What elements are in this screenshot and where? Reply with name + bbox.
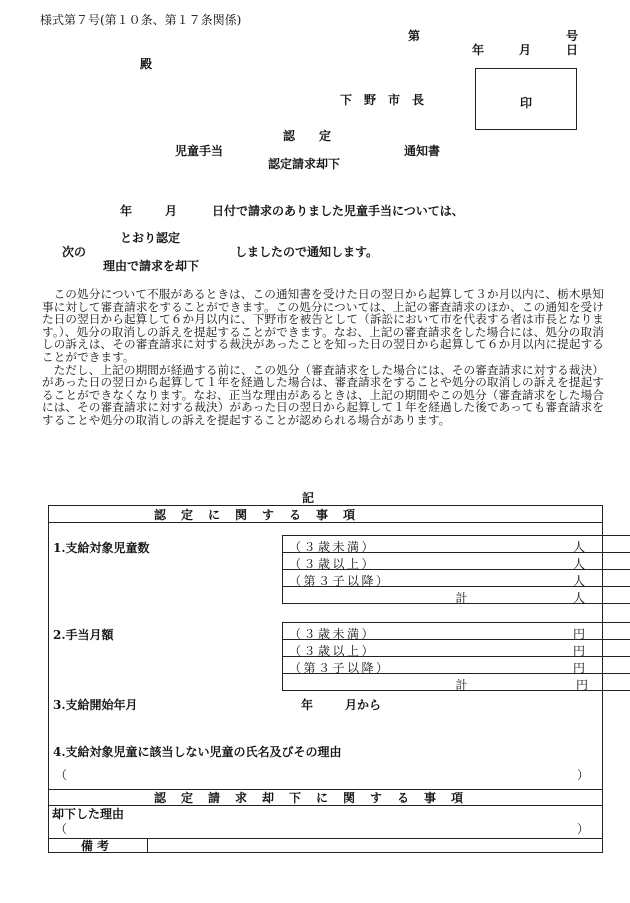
- decision-option-reject: 理由で請求を却下: [103, 259, 200, 273]
- table-row: [283, 674, 630, 690]
- divider: [49, 789, 602, 790]
- appeal-notice: [42, 288, 604, 427]
- date-day: 日: [566, 43, 579, 57]
- monthly-amount-table: [282, 622, 630, 691]
- row-label-total: 計: [455, 591, 468, 605]
- record-heading: 記: [302, 491, 315, 505]
- item4-close-paren: ）: [577, 768, 590, 782]
- row-unit: 人: [573, 540, 586, 554]
- table-row: [283, 587, 630, 603]
- decision-suffix: しましたので通知します。: [235, 245, 379, 259]
- notice-paragraph: この処分について不服があるときは、この通知書を受けた日の翌日から起算して３か月以内に、栃木県知事に対して審査請求をすることができます。この処分については、上記の審査請求のほか、この通知を受けた日の翌日から起算して６か月以内に、下野市を被告として（訴訟において市を代表する者は市長となります。）、処分の取消しの訴えを提起することができます。なお、上記の審査請求をした場合には、処分の取消しの訴えは、その審査請求に対する裁決があったことを知った日の翌日から起算して６か月以内に提起することができます。: [42, 287, 604, 364]
- title-right: 通知書: [404, 144, 441, 158]
- table-row: [283, 570, 630, 587]
- date-year: 年: [472, 43, 485, 57]
- row-label: （３歳以上）: [289, 557, 377, 571]
- divider: [49, 838, 602, 839]
- row-label: （３歳未満）: [289, 540, 377, 554]
- row-unit: 人: [573, 591, 586, 605]
- item2-label: 2.手当月額: [53, 628, 114, 642]
- decision-prefix: 次の: [62, 245, 87, 259]
- title-left: 児童手当: [175, 144, 224, 158]
- rejection-close-paren: ）: [577, 822, 590, 836]
- title-option-reject: 認定請求却下: [268, 157, 341, 171]
- row-unit: 人: [573, 557, 586, 571]
- number-suffix: 号: [566, 29, 579, 43]
- row-label: （３歳以上）: [289, 644, 377, 658]
- item3-label: 3.支給開始年月: [53, 698, 138, 712]
- row-unit: 人: [573, 574, 586, 588]
- reference-month: 月: [165, 204, 178, 218]
- children-count-table: [282, 535, 630, 604]
- rejection-reason-label: 却下した理由: [52, 807, 125, 821]
- rejection-section-heading: 認定請求却下に関する事項: [154, 791, 479, 805]
- seal-label: 印: [519, 96, 532, 110]
- item3-year: 年: [301, 698, 314, 712]
- table-row: [283, 657, 630, 674]
- row-label: （第３子以降）: [289, 661, 391, 675]
- rejection-open-paren: （: [55, 822, 68, 836]
- form-number: 様式第７号(第１０条、第１７条関係): [40, 13, 242, 27]
- title-option-approve: 認 定: [283, 129, 332, 143]
- remarks-label: 備考: [81, 839, 114, 853]
- item3-from: 月から: [345, 698, 382, 712]
- row-unit: 円: [573, 661, 586, 675]
- table-row: [283, 536, 630, 553]
- decision-option-approve: とおり認定: [120, 231, 181, 245]
- table-row: [283, 640, 630, 657]
- table-row: [283, 623, 630, 640]
- reference-year: 年: [120, 204, 133, 218]
- divider: [49, 522, 602, 523]
- row-label: （第３子以降）: [289, 574, 391, 588]
- item4-label: 4.支給対象児童に該当しない児童の氏名及びその理由: [53, 745, 342, 759]
- row-unit: 円: [573, 644, 586, 658]
- record-table: [48, 505, 603, 853]
- divider: [49, 805, 602, 806]
- row-unit: 円: [573, 627, 586, 641]
- row-label-total: 計: [455, 678, 468, 692]
- table-row: [283, 553, 630, 570]
- item1-label: 1.支給対象児童数: [53, 541, 150, 555]
- number-prefix: 第: [408, 29, 421, 43]
- item4-open-paren: （: [55, 768, 68, 782]
- addressee-suffix: 殿: [140, 57, 153, 71]
- row-unit: 円: [576, 678, 589, 692]
- approval-section-heading: 認定に関する事項: [154, 508, 371, 522]
- date-month: 月: [519, 43, 532, 57]
- issuer: 下 野 市 長: [340, 93, 425, 107]
- row-label: （３歳未満）: [289, 627, 377, 641]
- seal-box: [475, 68, 577, 130]
- reference-text: 日付で請求のありました児童手当については、: [212, 204, 464, 218]
- remarks-divider: [147, 838, 148, 852]
- notice-paragraph: ただし、上記の期間が経過する前に、この処分（審査請求をした場合には、その審査請求に対する裁決）があった日の翌日から起算して１年を経過した場合は、審査請求をすることや処分の取消しの訴えを提起することができなくなります。なお、正当な理由があるときは、上記の期間やこの処分（審査請求をした場合には、その審査請求に対する裁決）があった日の翌日から起算して１年を経過した後であっても審査請求をすることや処分の取消しの訴えを提起することが認められる場合があります。: [42, 362, 604, 427]
